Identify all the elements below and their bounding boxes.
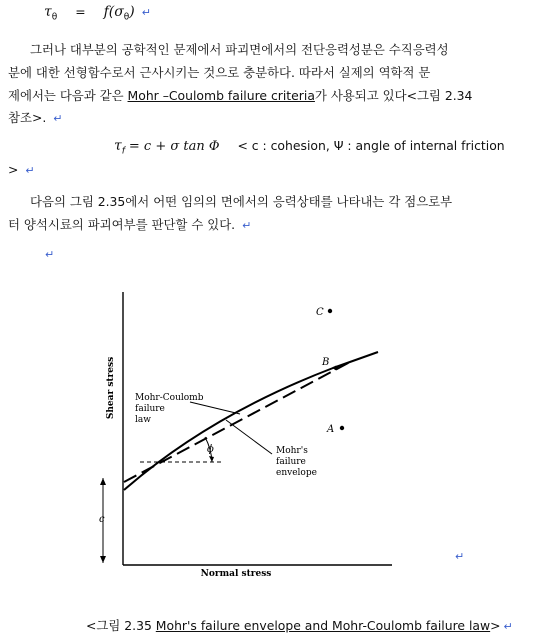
- formula-note-continuation: > ↵: [8, 162, 35, 177]
- point-b-label: B: [322, 357, 330, 368]
- paragraph1-line1: 그러나 대부분의 공학적인 문제에서 파괴면에서의 전단응력성분은 수직응력성: [30, 42, 449, 57]
- mohr-coulomb-leader: [190, 402, 240, 414]
- mohr-envelope-label-line2: failure: [276, 457, 306, 467]
- paragraph1-line3: 제에서는 다음과 같은 Mohr –Coulomb failure criteria가 사용되고 있다<그림 2.34: [8, 88, 473, 103]
- mohr-envelope-leader: [226, 420, 272, 454]
- cohesion-label: c: [99, 514, 105, 525]
- mohr-failure-envelope-curve: [124, 352, 378, 490]
- mohr-coulomb-label-line3: law: [135, 415, 151, 425]
- empty-paragraph: ↵: [45, 248, 55, 261]
- x-axis-label: Normal stress: [200, 569, 272, 579]
- figure-return-mark: ↵: [455, 550, 465, 563]
- y-axis-label: Shear stress: [106, 356, 116, 420]
- formula-tau-theta: $\tau_\theta = f(\sigma_\theta)$ ↵: [44, 4, 151, 23]
- point-a-label: A: [327, 424, 335, 435]
- angle-phi-label: ϕ: [207, 444, 214, 455]
- figure-caption: <그림 2.35 Mohr's failure envelope and Mohr-Coulomb failure law> ↵: [86, 618, 513, 633]
- mohr-coulomb-label-line2: failure: [135, 404, 165, 414]
- mohr-coulomb-label-line1: Mohr-Coulomb: [135, 393, 204, 403]
- point-a-dot: [340, 426, 344, 430]
- return-mark: ↵: [141, 6, 151, 19]
- paragraph2-line2: 터 양석시료의 파괴여부를 판단할 수 있다. ↵: [8, 217, 252, 232]
- cohesion-arrow-bottom: [100, 556, 106, 563]
- paragraph2-line1: 다음의 그림 2.35에서 어떤 임의의 면에서의 응력상태를 나타내는 각 점으로부: [30, 194, 453, 209]
- paragraph1-line2: 분에 대한 선형함수로서 근사시키는 것으로 충분하다. 따라서 실제의 역학적 문: [8, 65, 431, 80]
- mohr-coulomb-line: [124, 362, 350, 482]
- formula-mohr-coulomb: $\tau_f = c + \sigma$ tan Φ < c : cohesion, Ψ : angle of internal friction: [114, 138, 505, 157]
- mohr-envelope-label-line3: envelope: [276, 468, 317, 478]
- paragraph1-line4: 참조>. ↵: [8, 110, 63, 125]
- point-c-dot: [328, 309, 332, 313]
- cohesion-arrow-top: [100, 478, 106, 485]
- point-b-dot: [334, 366, 338, 370]
- point-c-label: C: [316, 307, 324, 318]
- mohr-envelope-label-line1: Mohr's: [276, 446, 308, 456]
